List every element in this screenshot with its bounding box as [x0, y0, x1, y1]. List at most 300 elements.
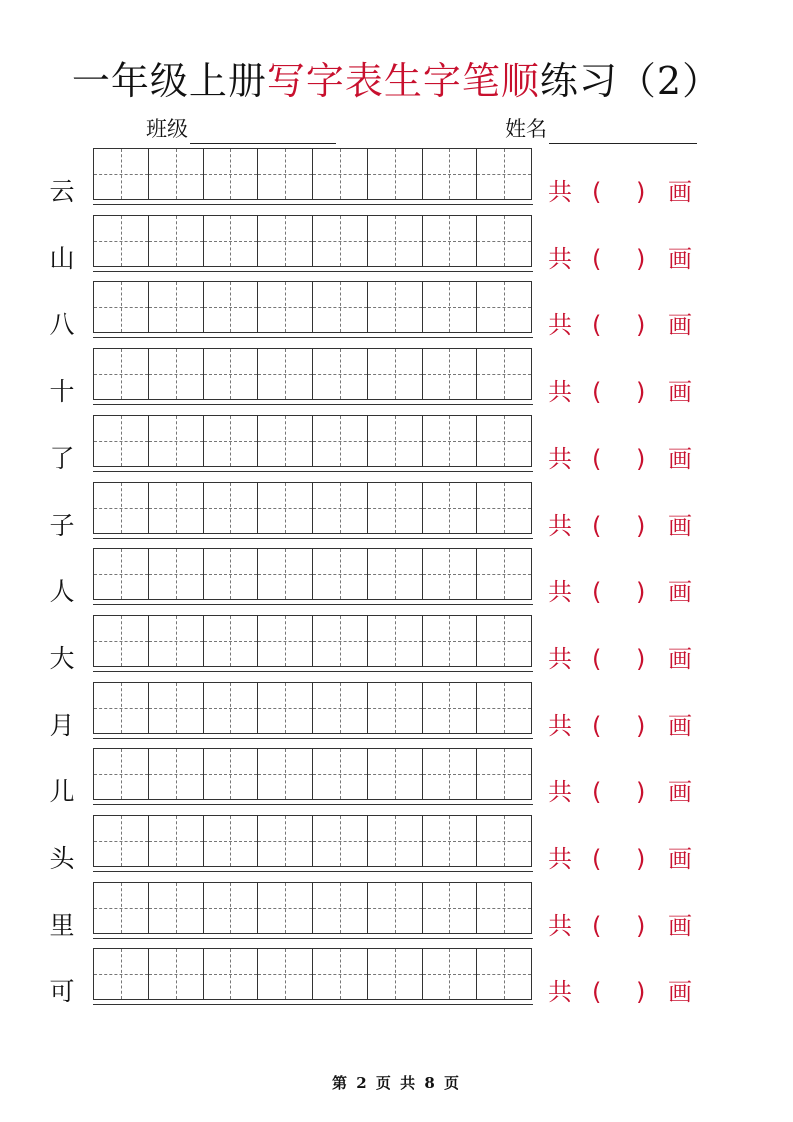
- guide-line-horizontal: [94, 708, 148, 709]
- guide-line-horizontal: [258, 508, 312, 509]
- stroke-count-prefix: 共: [548, 578, 572, 607]
- practice-character: 云: [49, 177, 75, 206]
- guide-line-horizontal: [477, 841, 531, 842]
- writing-cell[interactable]: [149, 349, 204, 399]
- title-part-3: 练习（2）: [539, 59, 722, 103]
- guide-line-horizontal: [477, 574, 531, 575]
- guide-line-horizontal: [258, 574, 312, 575]
- writing-cell[interactable]: [313, 216, 368, 266]
- writing-cell[interactable]: [258, 683, 313, 733]
- writing-cell[interactable]: [477, 616, 531, 666]
- writing-cell[interactable]: [258, 483, 313, 533]
- practice-character: 里: [49, 910, 75, 940]
- class-label: 班级: [146, 117, 188, 141]
- guide-line-horizontal: [477, 241, 531, 242]
- writing-cell[interactable]: [477, 949, 531, 999]
- practice-row: [0, 746, 793, 807]
- guide-line-horizontal: [368, 708, 422, 709]
- writing-cell[interactable]: [149, 749, 204, 799]
- writing-cell[interactable]: [477, 816, 531, 866]
- guide-line-horizontal: [258, 174, 312, 175]
- guide-line-horizontal: [313, 974, 367, 975]
- guide-line-horizontal: [313, 307, 367, 308]
- stroke-count-open-paren: (: [592, 978, 602, 1007]
- writing-cell[interactable]: [368, 282, 423, 332]
- guide-line-horizontal: [149, 974, 203, 975]
- writing-cell[interactable]: [368, 683, 423, 733]
- writing-cell[interactable]: [149, 616, 204, 666]
- guide-line-horizontal: [368, 908, 422, 909]
- guide-line-horizontal: [313, 908, 367, 909]
- writing-cell[interactable]: [204, 349, 259, 399]
- practice-character: 头: [49, 844, 75, 873]
- stroke-count-suffix: 画: [668, 311, 692, 340]
- writing-cell[interactable]: [423, 616, 478, 666]
- writing-cell[interactable]: [204, 883, 259, 933]
- writing-cell[interactable]: [313, 816, 368, 866]
- writing-cell[interactable]: [94, 616, 149, 666]
- stroke-count-open-paren: (: [592, 311, 602, 340]
- guide-line-horizontal: [313, 708, 367, 709]
- guide-line-horizontal: [204, 974, 258, 975]
- writing-grid: [93, 748, 532, 800]
- writing-cell[interactable]: [313, 949, 368, 999]
- guide-line-horizontal: [423, 708, 477, 709]
- practice-row: [0, 613, 793, 673]
- guide-line-horizontal: [149, 908, 203, 909]
- stroke-count-field: [548, 309, 698, 341]
- stroke-count-suffix: 画: [668, 244, 692, 273]
- stroke-count-prefix: 共: [548, 378, 572, 407]
- writing-cell[interactable]: [477, 549, 531, 599]
- practice-row: [0, 346, 793, 407]
- writing-cell[interactable]: [204, 749, 259, 799]
- writing-cell[interactable]: [313, 483, 368, 533]
- writing-cell[interactable]: [313, 416, 368, 466]
- guide-line-horizontal: [204, 441, 258, 442]
- writing-grid: [93, 948, 532, 1000]
- writing-cell[interactable]: [477, 216, 531, 266]
- guide-line-horizontal: [258, 774, 312, 775]
- guide-line-horizontal: [94, 174, 148, 175]
- writing-cell[interactable]: [368, 949, 423, 999]
- practice-character: 可: [49, 977, 75, 1007]
- stroke-count-suffix: 画: [668, 511, 692, 540]
- guide-line-horizontal: [258, 374, 312, 375]
- stroke-count-close-paren: ): [636, 444, 646, 473]
- stroke-count-open-paren: (: [592, 378, 602, 407]
- guide-line-horizontal: [258, 841, 312, 842]
- writing-cell[interactable]: [313, 616, 368, 666]
- writing-cell[interactable]: [477, 149, 531, 199]
- stroke-count-close-paren: ): [636, 711, 646, 740]
- writing-cell[interactable]: [204, 949, 259, 999]
- practice-row: [0, 146, 793, 206]
- guide-line-horizontal: [313, 641, 367, 642]
- writing-cell[interactable]: [94, 282, 149, 332]
- name-blank[interactable]: [549, 117, 697, 144]
- stroke-count-field: [548, 443, 698, 475]
- writing-cell[interactable]: [258, 416, 313, 466]
- stroke-count-prefix: 共: [548, 511, 572, 540]
- stroke-count-prefix: 共: [548, 178, 572, 206]
- writing-cell[interactable]: [149, 883, 204, 933]
- writing-cell[interactable]: [258, 282, 313, 332]
- practice-row: [0, 213, 793, 273]
- guide-line-horizontal: [423, 307, 477, 308]
- guide-line-horizontal: [477, 908, 531, 909]
- writing-grid: [93, 348, 532, 400]
- guide-line-horizontal: [477, 508, 531, 509]
- writing-grid: [93, 882, 532, 934]
- guide-line-horizontal: [258, 441, 312, 442]
- writing-cell[interactable]: [423, 549, 478, 599]
- writing-cell[interactable]: [423, 282, 478, 332]
- practice-row: [0, 480, 793, 540]
- stroke-count-open-paren: (: [592, 244, 602, 273]
- stroke-count-suffix: 画: [668, 845, 692, 873]
- stroke-count-prefix: 共: [548, 311, 572, 340]
- page-title: [0, 56, 793, 106]
- writing-cell[interactable]: [94, 816, 149, 866]
- writing-cell[interactable]: [149, 549, 204, 599]
- writing-cell[interactable]: [94, 216, 149, 266]
- writing-grid: [93, 148, 532, 200]
- writing-grid: [93, 482, 532, 534]
- writing-cell[interactable]: [423, 483, 478, 533]
- stroke-count-close-paren: ): [636, 845, 646, 873]
- guide-line-horizontal: [204, 908, 258, 909]
- guide-line-horizontal: [258, 641, 312, 642]
- writing-cell[interactable]: [423, 816, 478, 866]
- writing-cell[interactable]: [368, 616, 423, 666]
- stroke-count-prefix: 共: [548, 845, 572, 873]
- guide-line-horizontal: [423, 841, 477, 842]
- stroke-count-close-paren: ): [636, 311, 646, 340]
- practice-character: 人: [49, 577, 75, 607]
- writing-cell[interactable]: [204, 149, 259, 199]
- writing-grid: [93, 615, 532, 667]
- guide-line-horizontal: [477, 708, 531, 709]
- writing-cell[interactable]: [258, 149, 313, 199]
- writing-cell[interactable]: [313, 883, 368, 933]
- guide-line-horizontal: [149, 374, 203, 375]
- guide-line-horizontal: [149, 574, 203, 575]
- writing-grid: [93, 548, 532, 600]
- writing-cell[interactable]: [423, 349, 478, 399]
- guide-line-horizontal: [94, 241, 148, 242]
- stroke-count-field: [548, 643, 698, 675]
- guide-line-horizontal: [149, 641, 203, 642]
- guide-line-horizontal: [204, 708, 258, 709]
- guide-line-horizontal: [368, 174, 422, 175]
- writing-cell[interactable]: [204, 816, 259, 866]
- stroke-count-close-paren: ): [636, 511, 646, 540]
- guide-line-horizontal: [94, 641, 148, 642]
- guide-line-horizontal: [313, 374, 367, 375]
- writing-cell[interactable]: [423, 883, 478, 933]
- stroke-count-field: [548, 976, 698, 1008]
- stroke-count-field: [548, 843, 698, 875]
- writing-grid: [93, 415, 532, 467]
- stroke-count-prefix: 共: [548, 778, 572, 807]
- name-label: 姓名: [505, 117, 547, 141]
- writing-cell[interactable]: [94, 549, 149, 599]
- title-part-1: 一年级上册: [71, 59, 267, 103]
- writing-cell[interactable]: [423, 749, 478, 799]
- stroke-count-open-paren: (: [592, 911, 602, 940]
- guide-line-horizontal: [204, 641, 258, 642]
- page-footer: 第 2 页 共 8 页: [332, 1074, 461, 1092]
- stroke-count-field: [548, 710, 698, 742]
- guide-line-horizontal: [204, 174, 258, 175]
- practice-character: 儿: [49, 777, 75, 807]
- guide-line-horizontal: [423, 574, 477, 575]
- practice-row: [0, 546, 793, 607]
- guide-line-horizontal: [204, 307, 258, 308]
- writing-cell[interactable]: [368, 149, 423, 199]
- stroke-count-open-paren: (: [592, 711, 602, 740]
- writing-cell[interactable]: [477, 416, 531, 466]
- guide-line-horizontal: [423, 241, 477, 242]
- stroke-count-close-paren: ): [636, 644, 646, 673]
- guide-line-horizontal: [204, 508, 258, 509]
- practice-row: [0, 413, 793, 473]
- guide-line-horizontal: [368, 774, 422, 775]
- stroke-count-prefix: 共: [548, 644, 572, 673]
- writing-cell[interactable]: [423, 683, 478, 733]
- stroke-count-suffix: 画: [668, 444, 692, 473]
- writing-cell[interactable]: [313, 549, 368, 599]
- stroke-count-close-paren: ): [636, 244, 646, 273]
- guide-line-horizontal: [94, 974, 148, 975]
- writing-cell[interactable]: [149, 683, 204, 733]
- stroke-count-field: [548, 776, 698, 808]
- writing-cell[interactable]: [94, 149, 149, 199]
- writing-cell[interactable]: [368, 883, 423, 933]
- stroke-count-close-paren: ): [636, 911, 646, 940]
- practice-row: [0, 880, 793, 940]
- writing-cell[interactable]: [368, 816, 423, 866]
- writing-cell[interactable]: [94, 949, 149, 999]
- practice-character: 大: [49, 643, 75, 673]
- guide-line-horizontal: [204, 774, 258, 775]
- writing-cell[interactable]: [258, 749, 313, 799]
- guide-line-horizontal: [94, 307, 148, 308]
- writing-cell[interactable]: [368, 483, 423, 533]
- guide-line-horizontal: [423, 174, 477, 175]
- guide-line-horizontal: [423, 441, 477, 442]
- writing-cell[interactable]: [204, 416, 259, 466]
- stroke-count-suffix: 画: [668, 378, 692, 407]
- writing-cell[interactable]: [477, 883, 531, 933]
- guide-line-horizontal: [149, 841, 203, 842]
- writing-cell[interactable]: [313, 749, 368, 799]
- writing-cell[interactable]: [477, 349, 531, 399]
- stroke-count-suffix: 画: [668, 978, 692, 1007]
- guide-line-horizontal: [94, 441, 148, 442]
- stroke-count-open-paren: (: [592, 845, 602, 873]
- writing-cell[interactable]: [204, 282, 259, 332]
- stroke-count-close-paren: ): [636, 178, 646, 206]
- writing-cell[interactable]: [423, 949, 478, 999]
- writing-cell[interactable]: [258, 883, 313, 933]
- writing-cell[interactable]: [258, 216, 313, 266]
- guide-line-horizontal: [423, 908, 477, 909]
- guide-line-horizontal: [477, 307, 531, 308]
- writing-cell[interactable]: [368, 349, 423, 399]
- guide-line-horizontal: [204, 374, 258, 375]
- writing-cell[interactable]: [368, 749, 423, 799]
- practice-character: 子: [49, 510, 75, 540]
- writing-cell[interactable]: [149, 816, 204, 866]
- writing-cell[interactable]: [477, 749, 531, 799]
- guide-line-horizontal: [94, 574, 148, 575]
- guide-line-horizontal: [477, 974, 531, 975]
- writing-cell[interactable]: [94, 749, 149, 799]
- writing-cell[interactable]: [94, 683, 149, 733]
- guide-line-horizontal: [94, 841, 148, 842]
- stroke-count-field: [548, 576, 698, 608]
- stroke-count-open-paren: (: [592, 578, 602, 607]
- guide-line-horizontal: [477, 174, 531, 175]
- guide-line-horizontal: [368, 508, 422, 509]
- guide-line-horizontal: [368, 307, 422, 308]
- guide-line-horizontal: [149, 441, 203, 442]
- writing-cell[interactable]: [423, 416, 478, 466]
- guide-line-horizontal: [477, 774, 531, 775]
- class-field: [146, 114, 336, 146]
- practice-character: 了: [49, 443, 75, 473]
- writing-cell[interactable]: [149, 483, 204, 533]
- stroke-count-open-paren: (: [592, 644, 602, 673]
- stroke-count-suffix: 画: [668, 578, 692, 607]
- guide-line-horizontal: [313, 774, 367, 775]
- writing-cell[interactable]: [258, 549, 313, 599]
- writing-cell[interactable]: [94, 883, 149, 933]
- writing-cell[interactable]: [313, 149, 368, 199]
- stroke-count-field: [548, 376, 698, 408]
- writing-cell[interactable]: [204, 483, 259, 533]
- guide-line-horizontal: [149, 174, 203, 175]
- writing-cell[interactable]: [258, 349, 313, 399]
- guide-line-horizontal: [313, 841, 367, 842]
- writing-cell[interactable]: [368, 416, 423, 466]
- stroke-count-suffix: 画: [668, 178, 692, 206]
- guide-line-horizontal: [368, 374, 422, 375]
- practice-row: [0, 680, 793, 740]
- writing-cell[interactable]: [477, 483, 531, 533]
- stroke-count-prefix: 共: [548, 911, 572, 940]
- writing-cell[interactable]: [149, 416, 204, 466]
- stroke-count-close-paren: ): [636, 978, 646, 1007]
- guide-line-horizontal: [368, 641, 422, 642]
- writing-cell[interactable]: [368, 216, 423, 266]
- guide-line-horizontal: [149, 708, 203, 709]
- stroke-count-suffix: 画: [668, 644, 692, 673]
- guide-line-horizontal: [149, 774, 203, 775]
- practice-row: [0, 946, 793, 1007]
- writing-cell[interactable]: [94, 416, 149, 466]
- guide-line-horizontal: [313, 508, 367, 509]
- stroke-count-prefix: 共: [548, 978, 572, 1007]
- stroke-count-open-paren: (: [592, 178, 602, 206]
- stroke-count-suffix: 画: [668, 778, 692, 807]
- guide-line-horizontal: [368, 441, 422, 442]
- practice-character: 月: [49, 710, 75, 740]
- writing-cell[interactable]: [313, 282, 368, 332]
- guide-line-horizontal: [94, 774, 148, 775]
- writing-cell[interactable]: [258, 816, 313, 866]
- guide-line-horizontal: [94, 374, 148, 375]
- class-blank[interactable]: [190, 117, 336, 144]
- guide-line-horizontal: [258, 908, 312, 909]
- guide-line-horizontal: [423, 774, 477, 775]
- writing-cell[interactable]: [149, 282, 204, 332]
- stroke-count-open-paren: (: [592, 778, 602, 807]
- writing-grid: [93, 815, 532, 867]
- title-part-2: 写字表生字笔顺: [266, 59, 540, 103]
- stroke-count-open-paren: (: [592, 511, 602, 540]
- guide-line-horizontal: [258, 241, 312, 242]
- writing-cell[interactable]: [204, 549, 259, 599]
- stroke-count-field: [548, 176, 698, 208]
- writing-cell[interactable]: [258, 616, 313, 666]
- guide-line-horizontal: [149, 508, 203, 509]
- guide-line-horizontal: [423, 374, 477, 375]
- writing-cell[interactable]: [94, 483, 149, 533]
- writing-cell[interactable]: [477, 282, 531, 332]
- writing-cell[interactable]: [149, 149, 204, 199]
- writing-cell[interactable]: [313, 683, 368, 733]
- writing-cell[interactable]: [313, 349, 368, 399]
- practice-row: [0, 813, 793, 873]
- practice-character: 十: [49, 377, 75, 407]
- writing-cell[interactable]: [258, 949, 313, 999]
- stroke-count-open-paren: (: [592, 444, 602, 473]
- writing-cell[interactable]: [204, 616, 259, 666]
- stroke-count-close-paren: ): [636, 578, 646, 607]
- writing-cell[interactable]: [204, 683, 259, 733]
- guide-line-horizontal: [149, 307, 203, 308]
- practice-character: 山: [49, 243, 75, 273]
- writing-cell[interactable]: [94, 349, 149, 399]
- stroke-count-field: [548, 510, 698, 542]
- guide-line-horizontal: [477, 374, 531, 375]
- guide-line-horizontal: [477, 641, 531, 642]
- stroke-count-field: [548, 243, 698, 275]
- guide-line-horizontal: [258, 307, 312, 308]
- writing-cell[interactable]: [477, 683, 531, 733]
- stroke-count-close-paren: ): [636, 778, 646, 807]
- stroke-count-suffix: 画: [668, 711, 692, 740]
- guide-line-horizontal: [204, 574, 258, 575]
- writing-grid: [93, 281, 532, 333]
- guide-line-horizontal: [313, 441, 367, 442]
- guide-line-horizontal: [368, 574, 422, 575]
- writing-cell[interactable]: [149, 949, 204, 999]
- guide-line-horizontal: [149, 241, 203, 242]
- practice-character: 八: [49, 310, 75, 340]
- name-field: [505, 114, 697, 146]
- writing-cell[interactable]: [368, 549, 423, 599]
- stroke-count-prefix: 共: [548, 244, 572, 273]
- writing-cell[interactable]: [149, 216, 204, 266]
- writing-cell[interactable]: [423, 149, 478, 199]
- guide-line-horizontal: [477, 441, 531, 442]
- writing-cell[interactable]: [423, 216, 478, 266]
- writing-cell[interactable]: [204, 216, 259, 266]
